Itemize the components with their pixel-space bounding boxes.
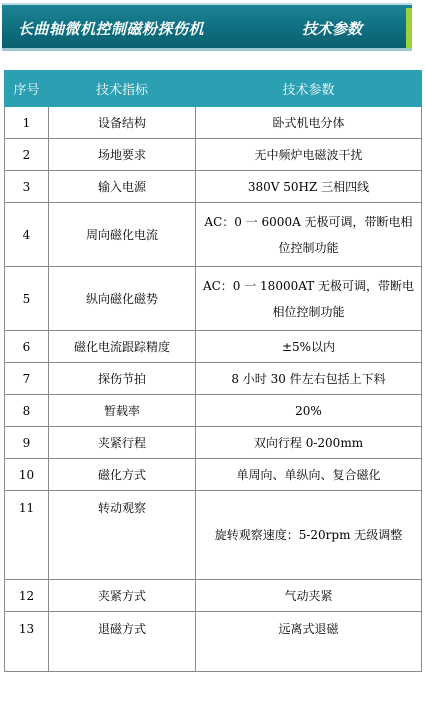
row-no: 8 — [5, 395, 49, 427]
row-value: 远离式退磁 — [196, 612, 422, 672]
row-value: ±5%以内 — [196, 331, 422, 363]
column-header-no: 序号 — [5, 71, 49, 107]
table-row — [5, 363, 422, 395]
row-item: 场地要求 — [49, 139, 196, 171]
row-item: 夹紧方式 — [49, 580, 196, 612]
table-row — [5, 171, 422, 203]
row-item: 磁化电流跟踪精度 — [49, 331, 196, 363]
row-item: 输入电源 — [49, 171, 196, 203]
row-no: 5 — [5, 267, 49, 331]
row-no: 13 — [5, 612, 49, 672]
row-item: 夹紧行程 — [49, 427, 196, 459]
row-no: 11 — [5, 491, 49, 580]
row-value: 8 小时 30 件左右包括上下料 — [196, 363, 422, 395]
row-value: 380V 50HZ 三相四线 — [196, 171, 422, 203]
row-value: 单周向、单纵向、复合磁化 — [196, 459, 422, 491]
table-row — [5, 267, 422, 331]
table-row — [5, 612, 422, 672]
page-subtitle: 技术参数 — [302, 20, 363, 38]
table-row — [5, 580, 422, 612]
row-no: 2 — [5, 139, 49, 171]
row-item: 周向磁化电流 — [49, 203, 196, 267]
column-header-value: 技术参数 — [196, 71, 422, 107]
table-row — [5, 331, 422, 363]
table-row — [5, 459, 422, 491]
table-row — [5, 427, 422, 459]
row-no: 4 — [5, 203, 49, 267]
column-header-item: 技术指标 — [49, 71, 196, 107]
table-row — [5, 395, 422, 427]
row-value: 双向行程 0-200mm — [196, 427, 422, 459]
row-value: AC：0 一 6000A 无极可调，带断电相位控制功能 — [196, 203, 422, 267]
row-value: 20% — [196, 395, 422, 427]
row-value: 无中频炉电磁波干扰 — [196, 139, 422, 171]
row-no: 9 — [5, 427, 49, 459]
table-row — [5, 203, 422, 267]
row-no: 12 — [5, 580, 49, 612]
header-banner — [2, 3, 412, 51]
row-no: 10 — [5, 459, 49, 491]
row-item: 设备结构 — [49, 107, 196, 139]
row-item: 纵向磁化磁势 — [49, 267, 196, 331]
table-row — [5, 139, 422, 171]
table-row — [5, 491, 422, 580]
table-header-row — [5, 71, 422, 107]
row-no: 6 — [5, 331, 49, 363]
spec-table — [4, 70, 422, 672]
row-no: 3 — [5, 171, 49, 203]
row-value: 卧式机电分体 — [196, 107, 422, 139]
table-row — [5, 107, 422, 139]
row-item: 退磁方式 — [49, 612, 196, 672]
row-value: AC：0 一 18000AT 无极可调，带断电相位控制功能 — [196, 267, 422, 331]
row-item: 探伤节拍 — [49, 363, 196, 395]
row-item: 磁化方式 — [49, 459, 196, 491]
row-value: 气动夹紧 — [196, 580, 422, 612]
row-no: 7 — [5, 363, 49, 395]
row-value: 旋转观察速度：5-20rpm 无级调整 — [196, 491, 422, 580]
row-item: 转动观察 — [49, 491, 196, 580]
row-item: 暂载率 — [49, 395, 196, 427]
page-title: 长曲轴微机控制磁粉探伤机 — [18, 20, 205, 38]
row-no: 1 — [5, 107, 49, 139]
banner-accent-bar — [406, 8, 412, 48]
